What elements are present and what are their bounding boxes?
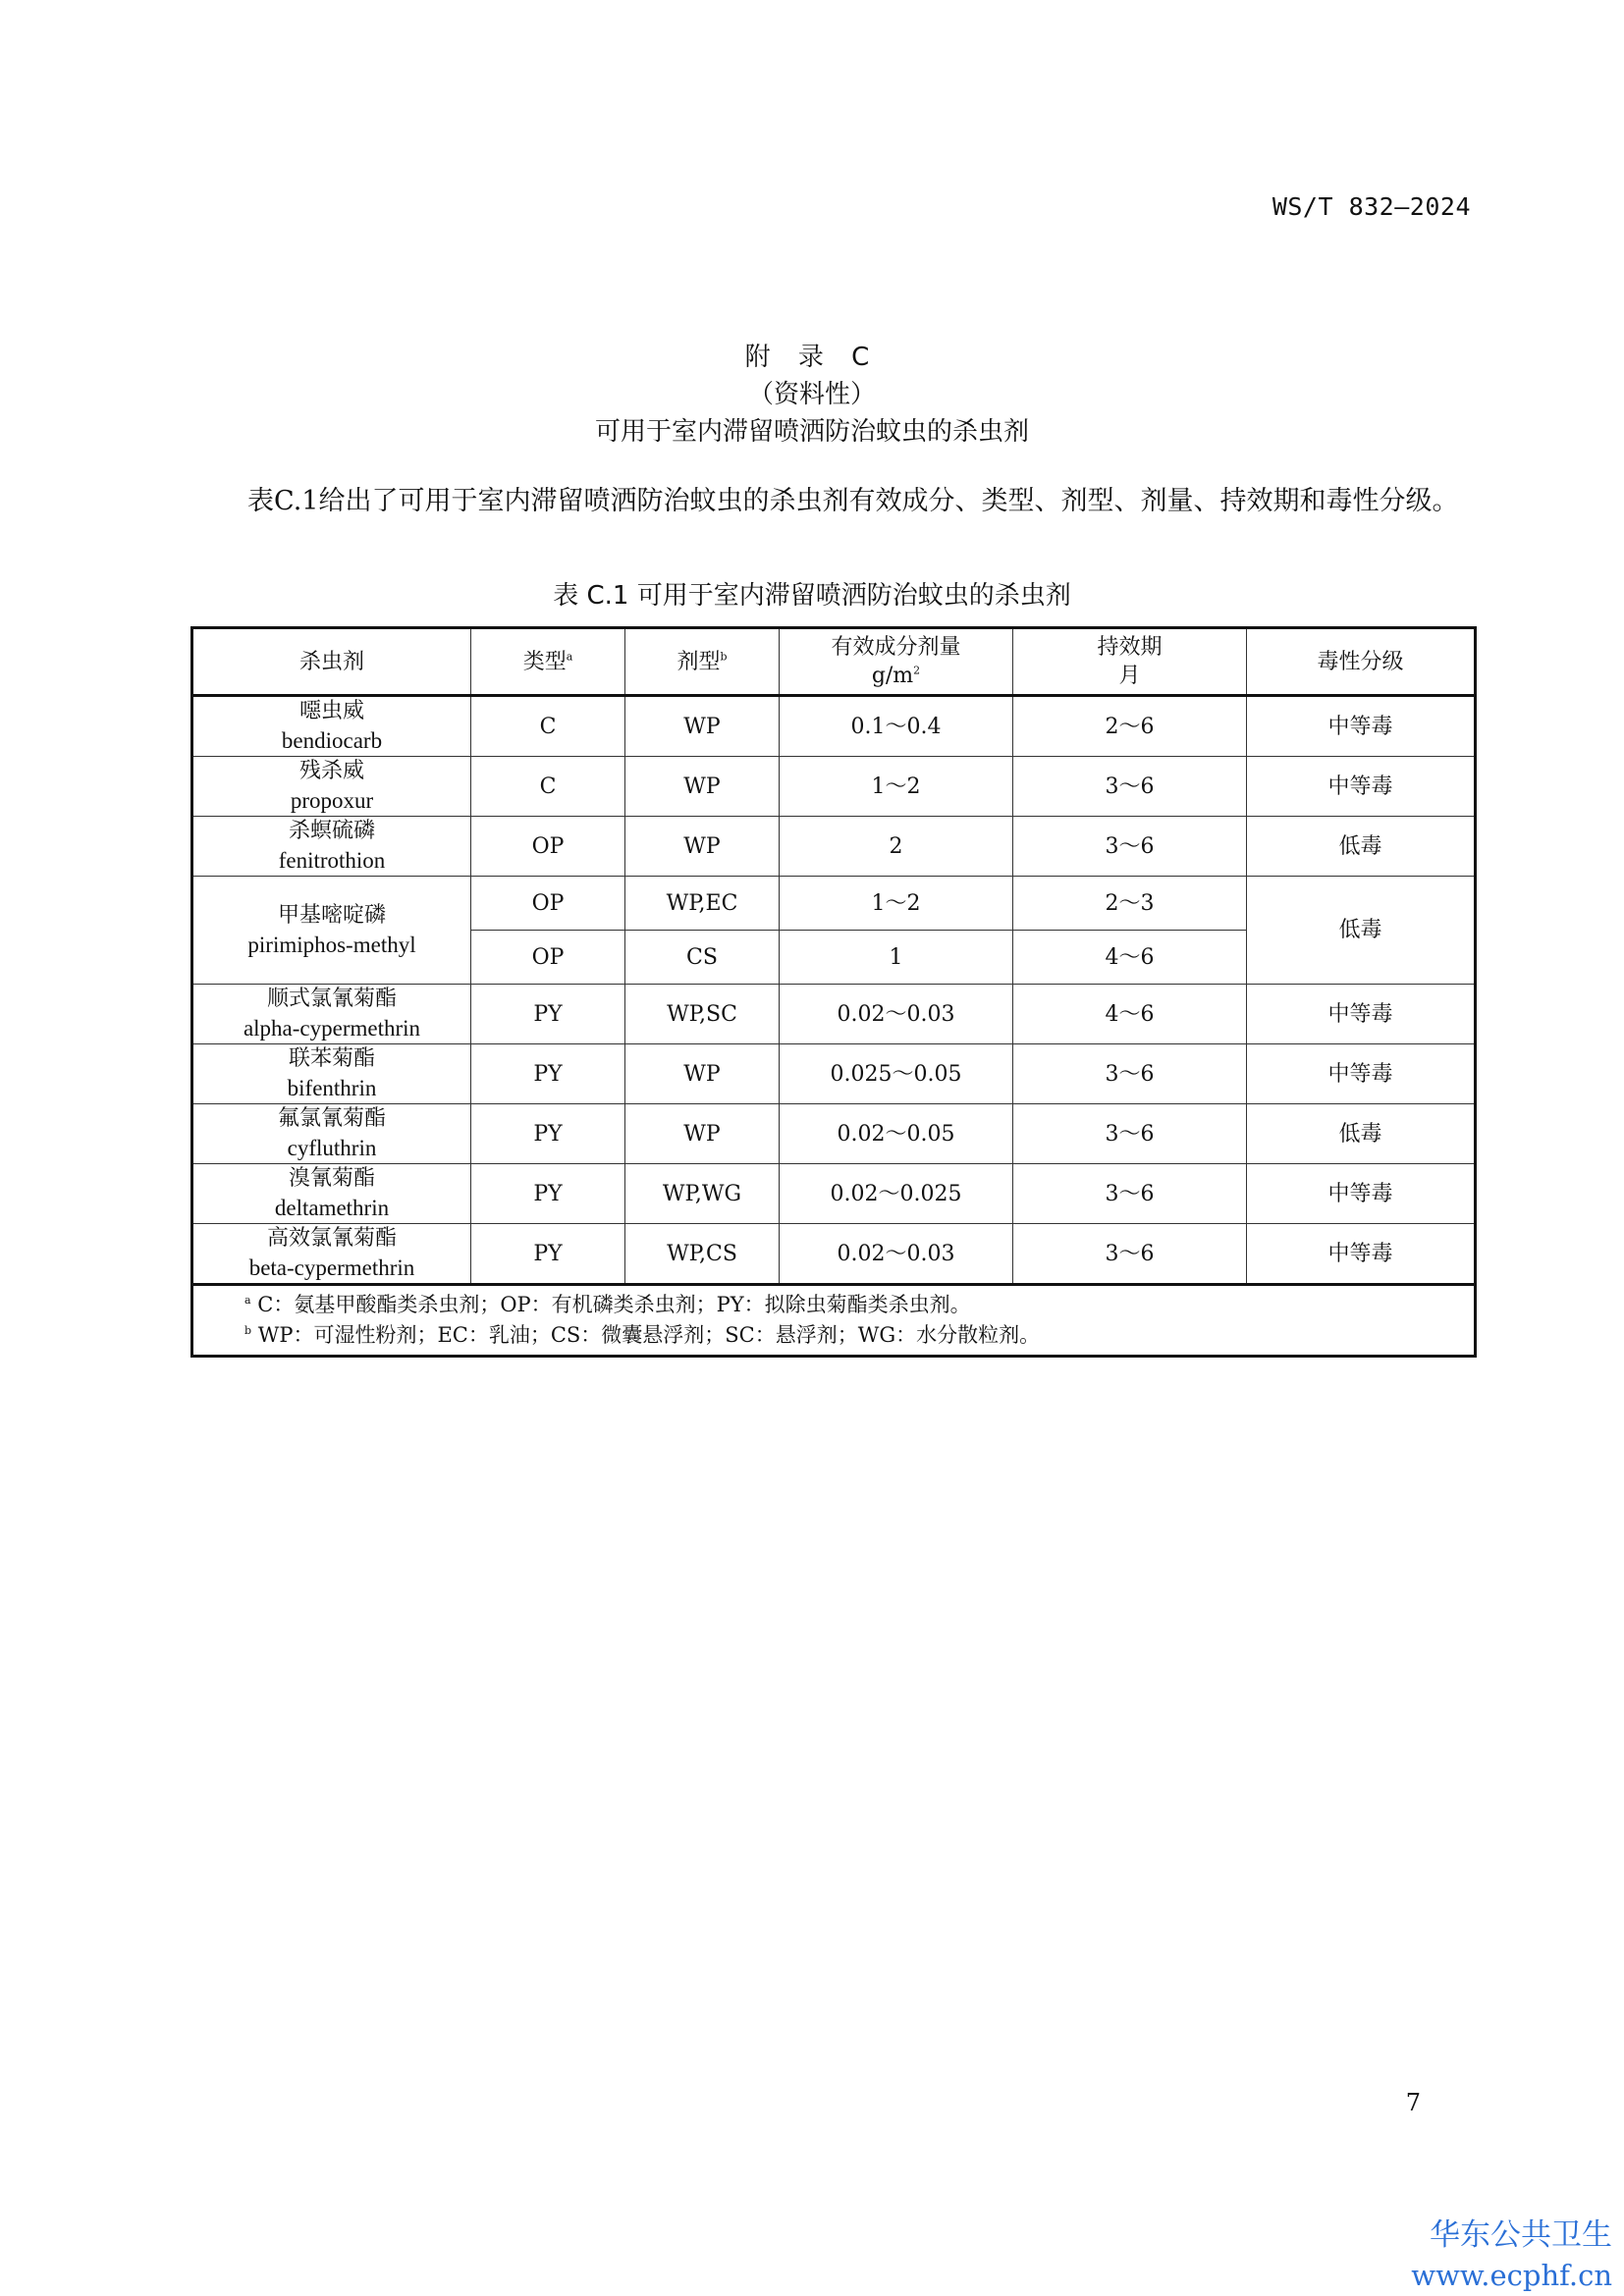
form-cell: WP bbox=[625, 817, 780, 877]
table-row bbox=[192, 1164, 1476, 1224]
table-row bbox=[192, 696, 1476, 757]
footnote-mark: a bbox=[566, 650, 573, 664]
watermark bbox=[1411, 2215, 1612, 2295]
duration-cell: 3～6 bbox=[1013, 817, 1247, 877]
table-notes bbox=[192, 1285, 1476, 1357]
name-cn: 溴氰菊酯 bbox=[288, 1166, 375, 1191]
dose-cell: 0.02～0.03 bbox=[780, 985, 1013, 1044]
dose-cell: 0.02～0.025 bbox=[780, 1164, 1013, 1224]
standard-number: WS/T 832—2024 bbox=[1272, 192, 1471, 221]
toxicity-cell: 低毒 bbox=[1247, 877, 1476, 985]
insecticide-name bbox=[192, 877, 471, 985]
duration-cell: 3～6 bbox=[1013, 1224, 1247, 1285]
form-cell: WP,EC bbox=[625, 877, 780, 931]
duration-cell: 3～6 bbox=[1013, 1044, 1247, 1104]
insecticide-name bbox=[192, 696, 471, 757]
dose-cell: 0.1～0.4 bbox=[780, 696, 1013, 757]
toxicity-cell: 中等毒 bbox=[1247, 696, 1476, 757]
type-cell: OP bbox=[471, 817, 625, 877]
insecticide-table bbox=[190, 626, 1477, 1358]
table-notes-row bbox=[192, 1285, 1476, 1357]
footnote-mark: a bbox=[244, 1294, 251, 1307]
dose-cell: 0.02～0.03 bbox=[780, 1224, 1013, 1285]
dose-cell: 0.02～0.05 bbox=[780, 1104, 1013, 1164]
dose-cell: 1 bbox=[780, 931, 1013, 985]
table-header-row bbox=[192, 628, 1476, 696]
toxicity-cell: 中等毒 bbox=[1247, 1164, 1476, 1224]
table-row bbox=[192, 1224, 1476, 1285]
insecticide-name bbox=[192, 757, 471, 817]
type-cell: PY bbox=[471, 1164, 625, 1224]
name-en: fenitrothion bbox=[278, 848, 386, 873]
footnote-mark: b bbox=[720, 650, 728, 664]
name-en: deltamethrin bbox=[274, 1196, 390, 1220]
header-dose bbox=[780, 628, 1013, 696]
name-cn: 顺式氯氰菊酯 bbox=[266, 987, 397, 1011]
duration-cell: 4～6 bbox=[1013, 985, 1247, 1044]
form-cell: CS bbox=[625, 931, 780, 985]
toxicity-cell: 低毒 bbox=[1247, 1104, 1476, 1164]
header-toxicity: 毒性分级 bbox=[1247, 628, 1476, 696]
footnote-text: WP：可湿性粉剂；EC：乳油；CS：微囊悬浮剂；SC：悬浮剂；WG：水分散粒剂。 bbox=[257, 1323, 1041, 1347]
header-dose-unit bbox=[780, 662, 1012, 690]
watermark-name: 华东公共卫生 bbox=[1430, 2217, 1612, 2253]
form-cell: WP,CS bbox=[625, 1224, 780, 1285]
type-cell: PY bbox=[471, 1224, 625, 1285]
watermark-url: www.ecphf.cn bbox=[1411, 2259, 1612, 2292]
name-en: beta-cypermethrin bbox=[248, 1255, 415, 1280]
type-cell: C bbox=[471, 757, 625, 817]
table-row bbox=[192, 1044, 1476, 1104]
duration-cell: 2～3 bbox=[1013, 877, 1247, 931]
dose-cell: 1～2 bbox=[780, 877, 1013, 931]
header-duration-label: 持效期 bbox=[1097, 635, 1163, 660]
table-row bbox=[192, 757, 1476, 817]
header-form-label: 剂型 bbox=[677, 649, 721, 674]
form-cell: WP bbox=[625, 696, 780, 757]
name-cn: 甲基嘧啶磷 bbox=[277, 902, 386, 928]
dose-cell: 1～2 bbox=[780, 757, 1013, 817]
name-cn: 噁虫威 bbox=[298, 699, 364, 723]
insecticide-name bbox=[192, 985, 471, 1044]
header-duration-unit: 月 bbox=[1118, 664, 1141, 688]
toxicity-cell: 低毒 bbox=[1247, 817, 1476, 877]
name-cn: 联苯菊酯 bbox=[288, 1046, 375, 1071]
type-cell: PY bbox=[471, 1104, 625, 1164]
dose-cell: 0.025～0.05 bbox=[780, 1044, 1013, 1104]
insecticide-name bbox=[192, 1104, 471, 1164]
header-dose-unit-text: g/m bbox=[871, 664, 914, 688]
toxicity-cell: 中等毒 bbox=[1247, 985, 1476, 1044]
dose-cell: 2 bbox=[780, 817, 1013, 877]
insecticide-name bbox=[192, 817, 471, 877]
duration-cell: 3～6 bbox=[1013, 757, 1247, 817]
toxicity-cell: 中等毒 bbox=[1247, 1044, 1476, 1104]
unit-exponent: 2 bbox=[913, 664, 921, 677]
appendix-name: 可用于室内滞留喷洒防治蚊虫的杀虫剂 bbox=[594, 417, 1029, 447]
intro-paragraph: 表C.1给出了可用于室内滞留喷洒防治蚊虫的杀虫剂有效成分、类型、剂型、剂量、持效期和毒性分级。 bbox=[247, 486, 1459, 516]
insecticide-name bbox=[192, 1224, 471, 1285]
toxicity-cell: 中等毒 bbox=[1247, 757, 1476, 817]
appendix-type: （资料性） bbox=[747, 380, 876, 409]
table-row bbox=[192, 1104, 1476, 1164]
name-cn: 氟氯氰菊酯 bbox=[277, 1106, 386, 1131]
table-row bbox=[192, 877, 1476, 931]
name-en: cyfluthrin bbox=[287, 1136, 377, 1160]
name-cn: 残杀威 bbox=[298, 759, 364, 783]
form-cell: WP bbox=[625, 1104, 780, 1164]
type-cell: PY bbox=[471, 985, 625, 1044]
appendix-heading bbox=[0, 339, 1624, 451]
toxicity-cell: 中等毒 bbox=[1247, 1224, 1476, 1285]
type-cell: PY bbox=[471, 1044, 625, 1104]
type-cell: C bbox=[471, 696, 625, 757]
form-cell: WP,WG bbox=[625, 1164, 780, 1224]
header-type bbox=[471, 628, 625, 696]
header-form bbox=[625, 628, 780, 696]
insecticide-name bbox=[192, 1044, 471, 1104]
name-cn: 高效氯氰菊酯 bbox=[266, 1226, 397, 1251]
insecticide-name bbox=[192, 1164, 471, 1224]
type-cell: OP bbox=[471, 931, 625, 985]
footnote-text: C：氨基甲酸酯类杀虫剂；OP：有机磷类杀虫剂；PY：拟除虫菊酯类杀虫剂。 bbox=[257, 1293, 971, 1316]
duration-cell: 3～6 bbox=[1013, 1104, 1247, 1164]
duration-cell: 2～6 bbox=[1013, 696, 1247, 757]
appendix-title: 附 录 C bbox=[744, 343, 880, 372]
type-cell: OP bbox=[471, 877, 625, 931]
footnote-b bbox=[244, 1320, 1474, 1351]
table-row bbox=[192, 985, 1476, 1044]
name-en: bifenthrin bbox=[287, 1076, 377, 1100]
name-en: propoxur bbox=[290, 788, 374, 813]
form-cell: WP bbox=[625, 1044, 780, 1104]
name-en: alpha-cypermethrin bbox=[243, 1016, 421, 1041]
footnote-a bbox=[244, 1290, 1474, 1320]
name-en: bendiocarb bbox=[281, 728, 383, 753]
header-duration bbox=[1013, 628, 1247, 696]
table-caption: 表 C.1 可用于室内滞留喷洒防治蚊虫的杀虫剂 bbox=[553, 581, 1071, 611]
name-cn: 杀螟硫磷 bbox=[288, 819, 375, 843]
duration-cell: 4～6 bbox=[1013, 931, 1247, 985]
header-insecticide: 杀虫剂 bbox=[192, 628, 471, 696]
header-type-label: 类型 bbox=[522, 649, 567, 674]
table-row bbox=[192, 817, 1476, 877]
duration-cell: 3～6 bbox=[1013, 1164, 1247, 1224]
form-cell: WP bbox=[625, 757, 780, 817]
page-number: 7 bbox=[1405, 2089, 1421, 2116]
name-en: pirimiphos-methyl bbox=[247, 932, 416, 957]
header-dose-label: 有效成分剂量 bbox=[831, 635, 961, 660]
footnote-mark: b bbox=[244, 1324, 252, 1337]
form-cell: WP,SC bbox=[625, 985, 780, 1044]
